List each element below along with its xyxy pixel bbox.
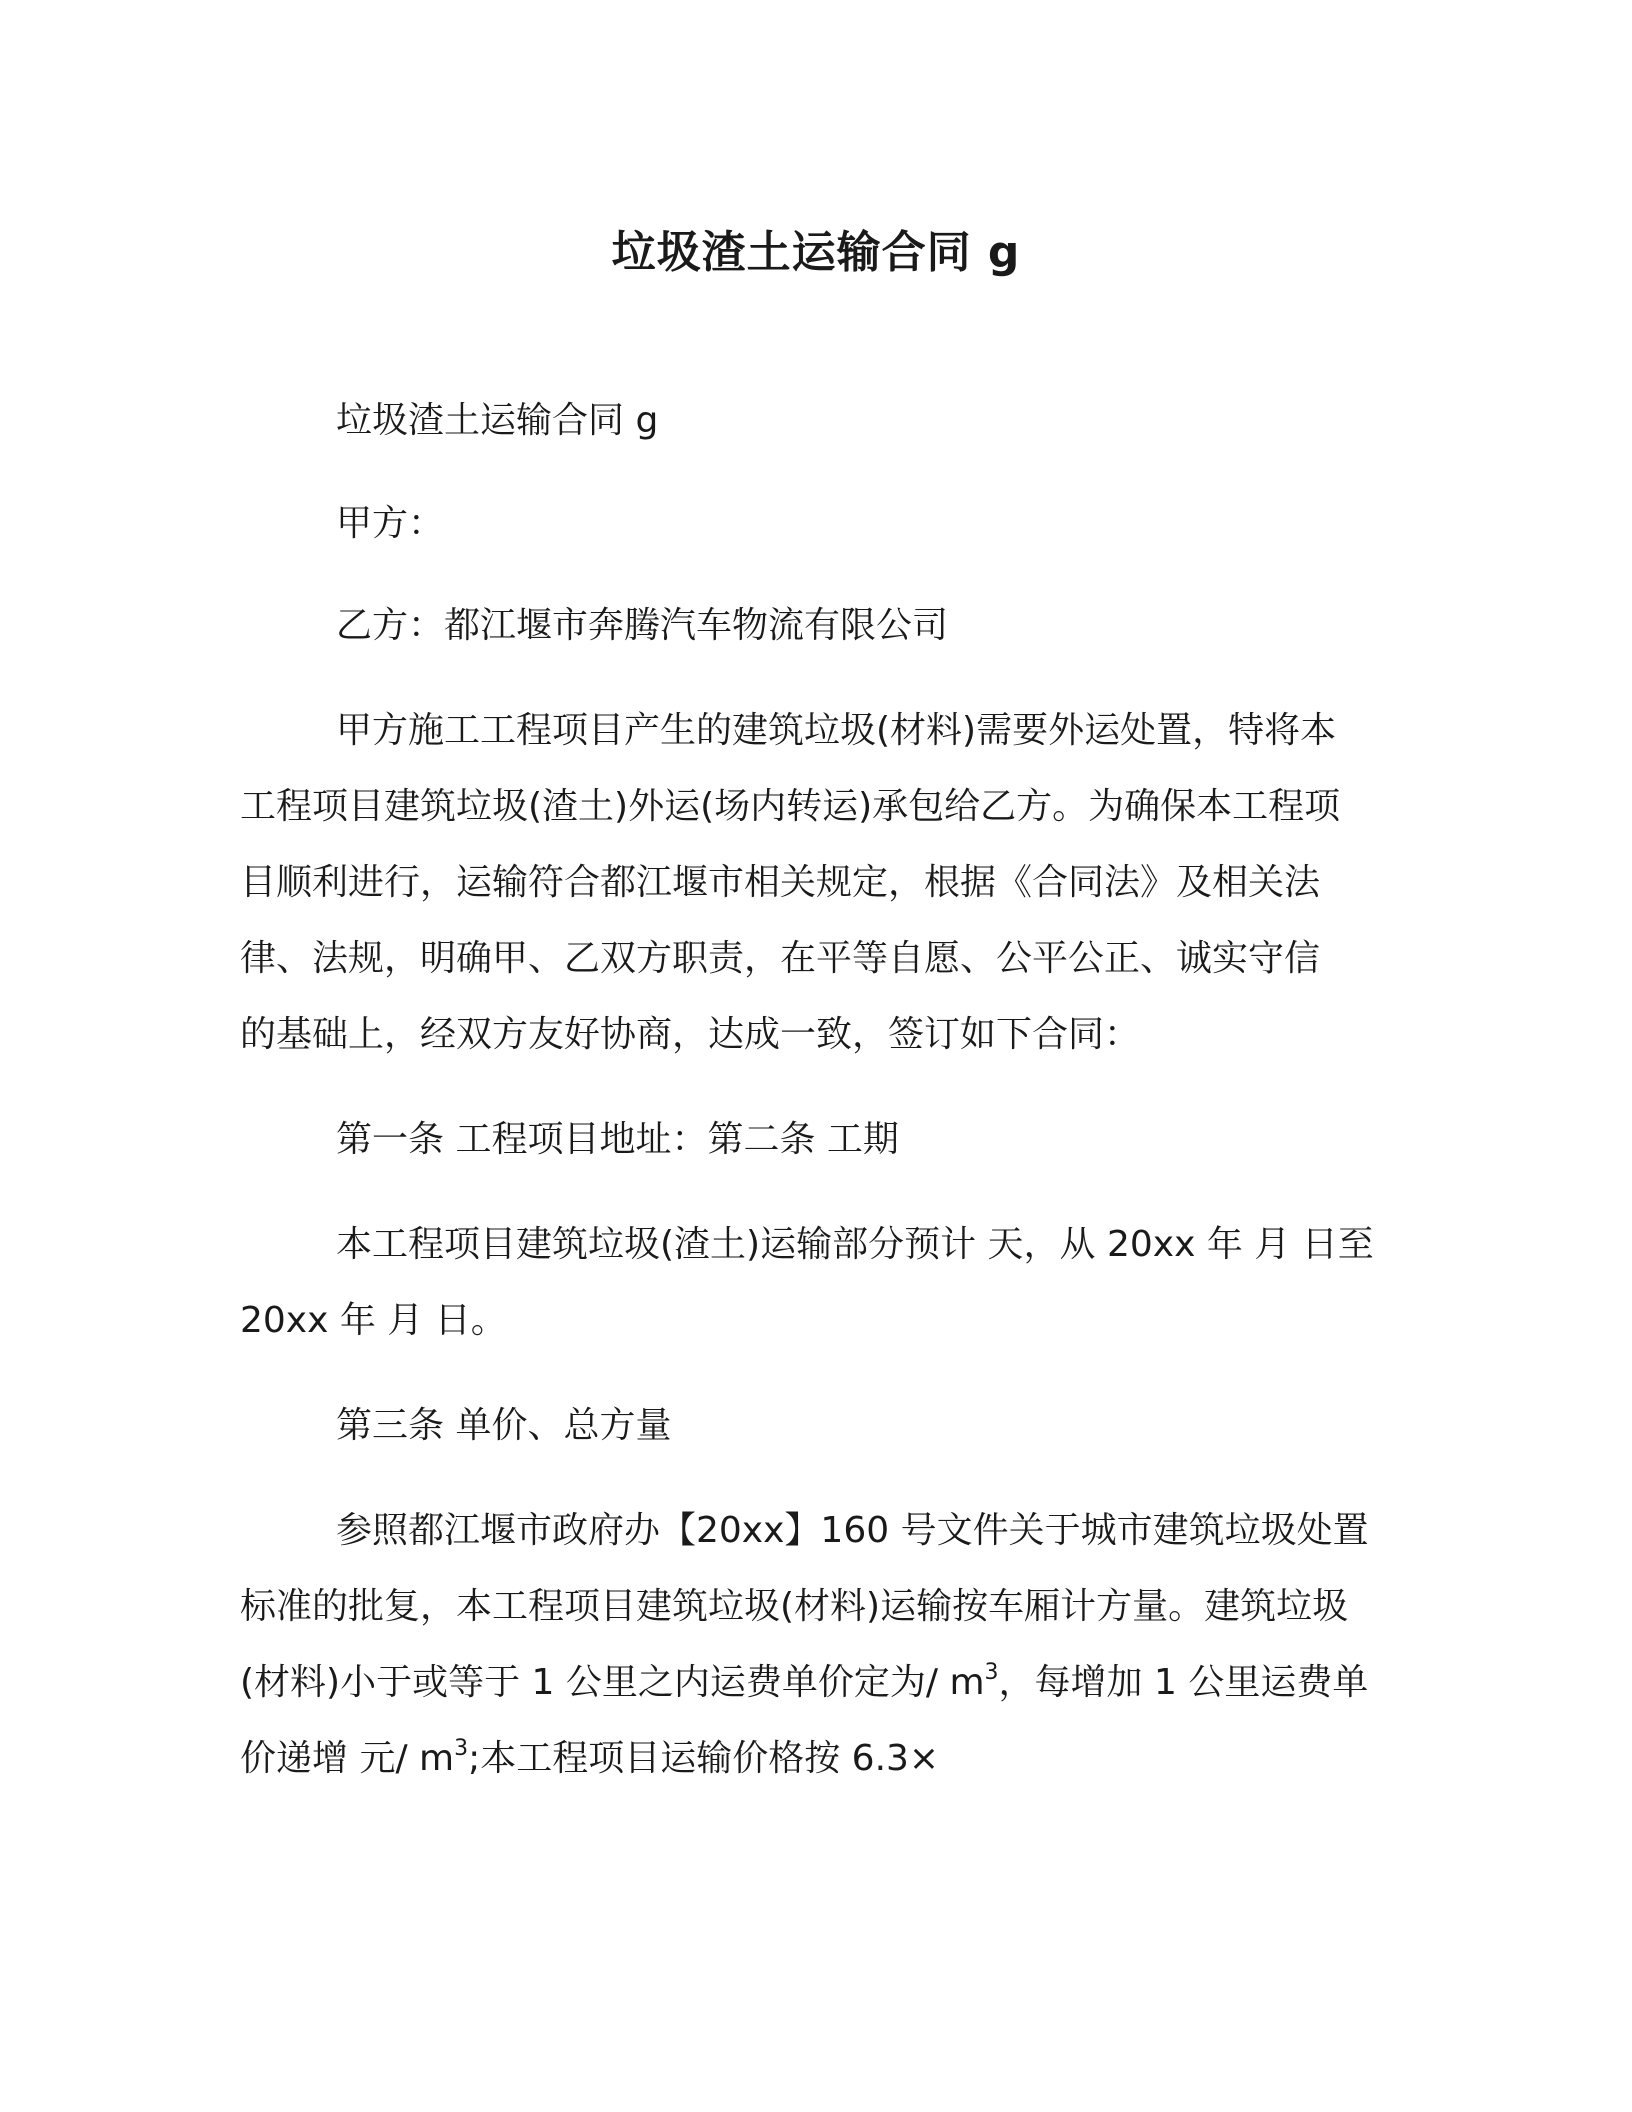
intro-line-2: 工程项目建筑垃圾(渣土)外运(场内转运)承包给乙方。为确保本工程项 — [240, 786, 1341, 827]
document-title: 垃圾渣土运输合同 g — [611, 227, 1021, 278]
pricing-line-3-tail: ，每增加 1 公里运费单 — [998, 1662, 1369, 1703]
pricing-line-4-tail: ;本工程项目运输价格按 6.3× — [468, 1738, 940, 1779]
pricing-line-4-text: 价递增 元/ m — [240, 1738, 455, 1779]
period-line-2: 20xx 年 月 日。 — [240, 1300, 507, 1341]
superscript-3: 3 — [454, 1736, 469, 1761]
intro-line-3: 目顺利进行，运输符合都江堰市相关规定，根据《合同法》及相关法 — [240, 862, 1321, 903]
pricing-line-1: 参照都江堰市政府办【20xx】160 号文件关于城市建筑垃圾处置 — [336, 1510, 1369, 1551]
pricing-line-3 — [240, 1658, 1368, 1708]
article-3-heading: 第三条 单价、总方量 — [336, 1405, 672, 1446]
party-b-line: 乙方：都江堰市奔腾汽车物流有限公司 — [336, 605, 949, 646]
pricing-line-4 — [240, 1734, 939, 1784]
contract-name-line: 垃圾渣土运输合同 g — [336, 400, 659, 441]
article-1-2-heading: 第一条 工程项目地址：第二条 工期 — [336, 1119, 899, 1160]
intro-line-1: 甲方施工工程项目产生的建筑垃圾(材料)需要外运处置，特将本 — [336, 710, 1337, 751]
period-line-1: 本工程项目建筑垃圾(渣土)运输部分预计 天，从 20xx 年 月 日至 — [336, 1224, 1374, 1265]
superscript-3: 3 — [984, 1660, 999, 1685]
intro-line-4: 律、法规，明确甲、乙双方职责，在平等自愿、公平公正、诚实守信 — [240, 938, 1321, 979]
pricing-line-3-text: (材料)小于或等于 1 公里之内运费单价定为/ m — [240, 1662, 985, 1703]
intro-line-5: 的基础上，经双方友好协商，达成一致，签订如下合同： — [240, 1014, 1141, 1055]
pricing-line-2: 标准的批复，本工程项目建筑垃圾(材料)运输按车厢计方量。建筑垃圾 — [240, 1586, 1349, 1627]
party-a-line: 甲方： — [336, 503, 445, 544]
